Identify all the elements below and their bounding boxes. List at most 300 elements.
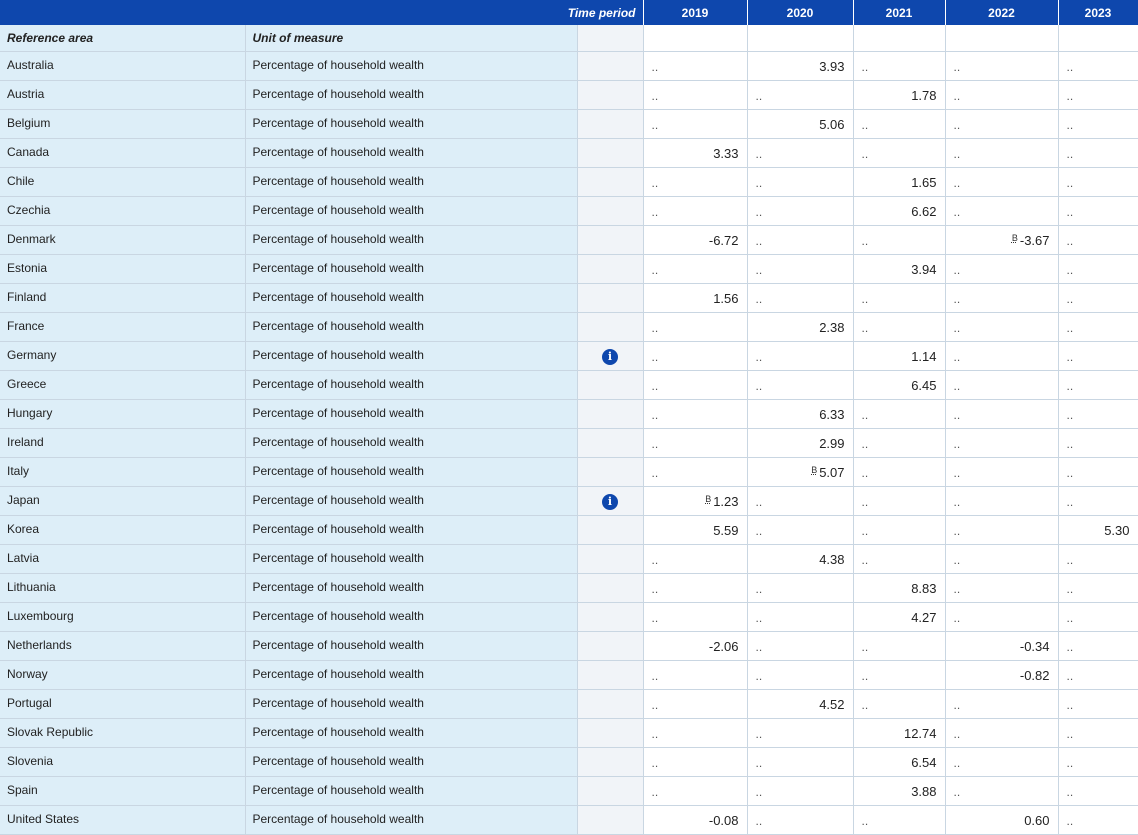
missing-value: .. (953, 494, 961, 509)
note-cell (577, 660, 643, 689)
table-row (0, 80, 1138, 109)
value-cell (853, 689, 945, 718)
value-cell (643, 428, 747, 457)
missing-value: .. (1066, 668, 1074, 683)
observation-value (1012, 233, 1050, 248)
value-cell (853, 805, 945, 834)
value-text: 1.14 (911, 348, 937, 364)
missing-value: .. (861, 697, 869, 712)
year-header-2023[interactable]: 2023 (1058, 0, 1138, 25)
year-header-spacer (853, 25, 945, 51)
value-cell (747, 254, 853, 283)
value-cell (643, 312, 747, 341)
value-cell (747, 225, 853, 254)
value-cell (643, 80, 747, 109)
note-cell (577, 428, 643, 457)
missing-value: .. (861, 552, 869, 567)
value-cell (747, 138, 853, 167)
reference-area-cell: Canada (0, 138, 245, 167)
value-cell (945, 689, 1058, 718)
missing-value: .. (1066, 233, 1074, 248)
missing-value: .. (953, 610, 961, 625)
value-cell (945, 776, 1058, 805)
value-cell (643, 196, 747, 225)
value-text: -3.67 (1019, 232, 1050, 248)
missing-value: .. (861, 146, 869, 161)
value-cell (945, 747, 1058, 776)
observation-value (911, 784, 936, 799)
missing-value: .. (651, 697, 659, 712)
missing-value: .. (755, 523, 763, 538)
value-cell (1058, 167, 1138, 196)
value-cell (945, 196, 1058, 225)
unit-of-measure-cell: Percentage of household wealth (245, 776, 577, 805)
missing-value: .. (755, 175, 763, 190)
value-cell (945, 167, 1058, 196)
missing-value: .. (651, 610, 659, 625)
value-text: 5.07 (819, 464, 845, 480)
table-row (0, 341, 1138, 370)
reference-area-cell: Estonia (0, 254, 245, 283)
missing-value: .. (953, 291, 961, 306)
reference-area-cell: Austria (0, 80, 245, 109)
missing-value: .. (953, 465, 961, 480)
note-cell (577, 341, 643, 370)
table-row (0, 51, 1138, 80)
value-cell (853, 573, 945, 602)
unit-of-measure-cell: Percentage of household wealth (245, 109, 577, 138)
missing-value: .. (755, 494, 763, 509)
missing-value: .. (953, 204, 961, 219)
value-text: 8.83 (911, 580, 937, 596)
table-row (0, 544, 1138, 573)
missing-value: .. (1066, 262, 1074, 277)
value-text: 2.38 (819, 319, 845, 335)
reference-area-cell: Belgium (0, 109, 245, 138)
note-cell (577, 138, 643, 167)
missing-value: .. (755, 233, 763, 248)
value-cell (643, 370, 747, 399)
observation-value (911, 175, 936, 190)
break-in-series-flag[interactable]: B (811, 464, 818, 475)
unit-of-measure-cell: Percentage of household wealth (245, 370, 577, 399)
missing-value: .. (861, 494, 869, 509)
year-header-2020[interactable]: 2020 (747, 0, 853, 25)
missing-value: .. (1066, 784, 1074, 799)
value-cell (1058, 196, 1138, 225)
table-row (0, 283, 1138, 312)
value-cell (747, 457, 853, 486)
missing-value: .. (861, 291, 869, 306)
unit-of-measure-cell: Percentage of household wealth (245, 399, 577, 428)
value-cell (945, 283, 1058, 312)
missing-value: .. (861, 813, 869, 828)
missing-value: .. (651, 436, 659, 451)
info-icon[interactable]: i (602, 349, 618, 365)
value-cell (1058, 399, 1138, 428)
dimension-header-row (0, 25, 1138, 51)
missing-value: .. (755, 668, 763, 683)
reference-area-cell: Netherlands (0, 631, 245, 660)
value-cell (643, 399, 747, 428)
value-cell (853, 428, 945, 457)
missing-value: .. (651, 88, 659, 103)
value-cell (945, 341, 1058, 370)
value-cell (643, 225, 747, 254)
value-cell (747, 167, 853, 196)
table-row (0, 747, 1138, 776)
reference-area-cell: Germany (0, 341, 245, 370)
value-cell (853, 718, 945, 747)
observation-value (713, 291, 738, 306)
table-row (0, 457, 1138, 486)
table-body (0, 51, 1138, 834)
note-cell (577, 602, 643, 631)
value-cell (1058, 80, 1138, 109)
observation-value (709, 639, 739, 654)
missing-value: .. (953, 552, 961, 567)
missing-value: .. (1066, 436, 1074, 451)
note-cell (577, 631, 643, 660)
reference-area-cell: Denmark (0, 225, 245, 254)
missing-value: .. (651, 378, 659, 393)
value-cell (747, 602, 853, 631)
missing-value: .. (953, 262, 961, 277)
year-header-spacer (945, 25, 1058, 51)
value-text: 0.60 (1024, 812, 1050, 828)
value-cell (643, 283, 747, 312)
table-row (0, 399, 1138, 428)
value-cell (1058, 254, 1138, 283)
value-cell (643, 805, 747, 834)
value-cell (945, 254, 1058, 283)
note-cell (577, 805, 643, 834)
missing-value: .. (755, 378, 763, 393)
reference-area-cell: Lithuania (0, 573, 245, 602)
note-cell (577, 80, 643, 109)
value-cell (853, 660, 945, 689)
observation-value (911, 204, 936, 219)
unit-of-measure-cell: Percentage of household wealth (245, 196, 577, 225)
missing-value: .. (755, 813, 763, 828)
observation-value (911, 610, 936, 625)
observation-value (819, 117, 844, 132)
missing-value: .. (1066, 291, 1074, 306)
missing-value: .. (953, 581, 961, 596)
table-row (0, 254, 1138, 283)
table-row (0, 660, 1138, 689)
unit-of-measure-cell: Percentage of household wealth (245, 602, 577, 631)
value-cell (747, 370, 853, 399)
missing-value: .. (1066, 407, 1074, 422)
year-header-2021[interactable]: 2021 (853, 0, 945, 25)
reference-area-cell: Slovenia (0, 747, 245, 776)
missing-value: .. (651, 465, 659, 480)
value-cell (853, 51, 945, 80)
value-cell (853, 602, 945, 631)
value-cell (853, 225, 945, 254)
value-text: 3.94 (911, 261, 937, 277)
value-cell (643, 138, 747, 167)
missing-value: .. (1066, 146, 1074, 161)
observation-value (911, 349, 936, 364)
value-text: 1.65 (911, 174, 937, 190)
note-cell (577, 167, 643, 196)
table-row (0, 428, 1138, 457)
value-text: 1.23 (713, 493, 739, 509)
table-row (0, 631, 1138, 660)
value-text: 4.27 (911, 609, 937, 625)
observation-value (911, 262, 936, 277)
observation-value (819, 407, 844, 422)
value-text: 6.33 (819, 406, 845, 422)
value-cell (643, 51, 747, 80)
missing-value: .. (953, 175, 961, 190)
value-cell (1058, 370, 1138, 399)
value-cell (643, 689, 747, 718)
note-cell (577, 225, 643, 254)
missing-value: .. (1066, 204, 1074, 219)
value-cell (747, 486, 853, 515)
observation-value (819, 697, 844, 712)
value-cell (853, 515, 945, 544)
missing-value: .. (651, 581, 659, 596)
note-cell (577, 689, 643, 718)
note-cell (577, 515, 643, 544)
observation-value (709, 813, 739, 828)
value-cell (853, 631, 945, 660)
value-cell (853, 196, 945, 225)
missing-value: .. (651, 59, 659, 74)
missing-value: .. (651, 349, 659, 364)
value-text: 1.56 (713, 290, 739, 306)
value-text: 5.59 (713, 522, 739, 538)
missing-value: .. (861, 320, 869, 335)
value-cell (853, 486, 945, 515)
missing-value: .. (755, 581, 763, 596)
missing-value: .. (953, 349, 961, 364)
unit-of-measure-cell: Percentage of household wealth (245, 80, 577, 109)
observation-value (811, 465, 844, 480)
note-cell (577, 312, 643, 341)
table-row (0, 573, 1138, 602)
time-period-label: Time period (0, 0, 643, 25)
unit-of-measure-cell: Percentage of household wealth (245, 428, 577, 457)
missing-value: .. (861, 523, 869, 538)
missing-value: .. (755, 784, 763, 799)
value-cell (945, 51, 1058, 80)
value-text: -6.72 (708, 232, 739, 248)
unit-of-measure-header[interactable]: Unit of measure (245, 25, 577, 51)
value-text: 3.88 (911, 783, 937, 799)
value-cell (747, 718, 853, 747)
year-header-2022[interactable]: 2022 (945, 0, 1058, 25)
value-text: 1.78 (911, 87, 937, 103)
value-cell (853, 370, 945, 399)
unit-of-measure-cell: Percentage of household wealth (245, 747, 577, 776)
reference-area-cell: Italy (0, 457, 245, 486)
missing-value: .. (651, 262, 659, 277)
missing-value: .. (1066, 59, 1074, 74)
missing-value: .. (755, 204, 763, 219)
missing-value: .. (1066, 117, 1074, 132)
missing-value: .. (861, 117, 869, 132)
year-header-2019[interactable]: 2019 (643, 0, 747, 25)
year-header-spacer (747, 25, 853, 51)
observation-value (911, 755, 936, 770)
observation-value (705, 494, 738, 509)
reference-area-cell: Japan (0, 486, 245, 515)
value-cell (747, 805, 853, 834)
unit-of-measure-cell: Percentage of household wealth (245, 51, 577, 80)
missing-value: .. (953, 378, 961, 393)
note-cell (577, 51, 643, 80)
reference-area-cell: Australia (0, 51, 245, 80)
missing-value: .. (1066, 349, 1074, 364)
value-cell (1058, 776, 1138, 805)
missing-value: .. (953, 146, 961, 161)
table-row (0, 718, 1138, 747)
missing-value: .. (755, 639, 763, 654)
value-cell (945, 109, 1058, 138)
missing-value: .. (861, 465, 869, 480)
value-cell (643, 776, 747, 805)
value-cell (747, 51, 853, 80)
value-cell (945, 602, 1058, 631)
reference-area-cell: France (0, 312, 245, 341)
missing-value: .. (755, 262, 763, 277)
value-cell (643, 515, 747, 544)
missing-value: .. (953, 320, 961, 335)
break-in-series-flag[interactable]: B (1011, 232, 1018, 243)
value-cell (643, 544, 747, 573)
table-row (0, 805, 1138, 834)
value-cell (853, 457, 945, 486)
unit-of-measure-cell: Percentage of household wealth (245, 225, 577, 254)
value-text: 12.74 (903, 725, 937, 741)
unit-of-measure-cell: Percentage of household wealth (245, 544, 577, 573)
value-text: 6.45 (911, 377, 937, 393)
table-row (0, 196, 1138, 225)
value-text: 4.38 (819, 551, 845, 567)
value-cell (747, 544, 853, 573)
value-cell (747, 660, 853, 689)
value-cell (643, 457, 747, 486)
reference-area-cell: Korea (0, 515, 245, 544)
missing-value: .. (755, 755, 763, 770)
observation-value (1024, 813, 1049, 828)
value-cell (853, 167, 945, 196)
value-cell (853, 312, 945, 341)
note-cell (577, 457, 643, 486)
unit-of-measure-cell: Percentage of household wealth (245, 805, 577, 834)
table-row (0, 138, 1138, 167)
value-text: 5.30 (1104, 522, 1130, 538)
table-row (0, 486, 1138, 515)
value-cell (945, 138, 1058, 167)
value-cell (853, 399, 945, 428)
unit-of-measure-cell: Percentage of household wealth (245, 283, 577, 312)
missing-value: .. (755, 610, 763, 625)
value-cell (747, 80, 853, 109)
note-cell (577, 254, 643, 283)
value-cell (747, 341, 853, 370)
missing-value: .. (1066, 378, 1074, 393)
reference-area-cell: Ireland (0, 428, 245, 457)
missing-value: .. (1066, 610, 1074, 625)
value-cell (1058, 457, 1138, 486)
missing-value: .. (861, 59, 869, 74)
observation-value (713, 146, 738, 161)
value-cell (853, 341, 945, 370)
value-cell (643, 747, 747, 776)
reference-area-header[interactable]: Reference area (0, 25, 245, 51)
value-cell (945, 544, 1058, 573)
note-cell (577, 196, 643, 225)
observation-value (819, 552, 844, 567)
note-cell (577, 776, 643, 805)
unit-of-measure-cell: Percentage of household wealth (245, 631, 577, 660)
value-cell (1058, 573, 1138, 602)
value-cell (945, 312, 1058, 341)
value-cell (747, 515, 853, 544)
missing-value: .. (953, 523, 961, 538)
unit-of-measure-cell: Percentage of household wealth (245, 573, 577, 602)
missing-value: .. (651, 784, 659, 799)
value-text: -0.34 (1019, 638, 1050, 654)
value-cell (1058, 341, 1138, 370)
missing-value: .. (755, 291, 763, 306)
table-row (0, 225, 1138, 254)
missing-value: .. (1066, 494, 1074, 509)
value-cell (1058, 515, 1138, 544)
reference-area-cell: Portugal (0, 689, 245, 718)
value-cell (945, 660, 1058, 689)
unit-of-measure-cell: Percentage of household wealth (245, 457, 577, 486)
note-cell (577, 283, 643, 312)
info-icon[interactable]: i (602, 494, 618, 510)
observation-value (1104, 523, 1129, 538)
value-cell (945, 631, 1058, 660)
value-text: 6.62 (911, 203, 937, 219)
value-cell (853, 254, 945, 283)
note-cell (577, 399, 643, 428)
missing-value: .. (953, 117, 961, 132)
value-cell (747, 428, 853, 457)
value-text: 5.06 (819, 116, 845, 132)
value-cell (747, 196, 853, 225)
reference-area-cell: Luxembourg (0, 602, 245, 631)
unit-of-measure-cell: Percentage of household wealth (245, 718, 577, 747)
value-cell (945, 573, 1058, 602)
note-cell (577, 747, 643, 776)
value-text: 4.52 (819, 696, 845, 712)
missing-value: .. (755, 726, 763, 741)
value-cell (643, 486, 747, 515)
missing-value: .. (861, 639, 869, 654)
missing-value: .. (1066, 465, 1074, 480)
value-text: -0.08 (708, 812, 739, 828)
value-cell (643, 167, 747, 196)
value-cell (643, 573, 747, 602)
missing-value: .. (651, 668, 659, 683)
value-cell (747, 109, 853, 138)
break-in-series-flag[interactable]: B (705, 493, 712, 504)
missing-value: .. (1066, 755, 1074, 770)
reference-area-cell: Hungary (0, 399, 245, 428)
value-cell (1058, 51, 1138, 80)
value-text: -2.06 (708, 638, 739, 654)
